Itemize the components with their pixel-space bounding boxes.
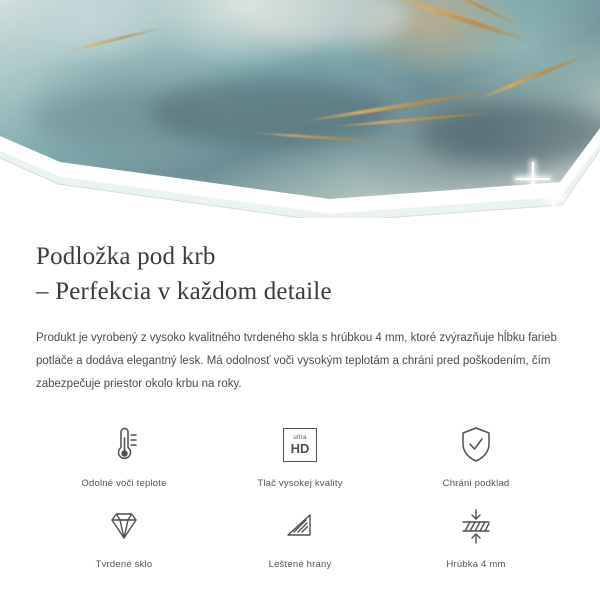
thickness-icon	[456, 503, 496, 549]
feature-label: Leštené hrany	[268, 559, 332, 570]
thermometer-icon	[107, 422, 141, 468]
polished-edges-icon	[280, 503, 320, 549]
feature-label: Odolné voči teplote	[81, 478, 167, 489]
ultra-hd-bottom-label: HD	[290, 441, 310, 456]
feature-item-polished-edges	[212, 503, 388, 570]
feature-item-thickness	[388, 503, 564, 570]
diamond-icon	[104, 503, 144, 549]
ultra-hd-top-label: ultra	[293, 435, 307, 441]
shield-check-icon	[458, 422, 494, 468]
feature-label: Hrúbka 4 mm	[446, 559, 506, 570]
marble-glass-panel-art	[0, 0, 600, 216]
feature-item-surface-protection	[388, 422, 564, 489]
description-paragraph: Produkt je vyrobený z vysoko kvalitného tvrdeného skla s hrúbkou 4 mm, ktoré zvýrazňuje hĺbku farieb potlače a dodáva elegantný lesk. Má odolnosť voči vysokým teplotám a chráni pred poškodením, čím zabezpečuje priestor okolo krbu na roky.	[36, 332, 557, 390]
content-area	[0, 240, 600, 570]
feature-grid	[36, 422, 564, 570]
ultra-hd-icon	[283, 422, 317, 468]
feature-label: Chráni podklad	[442, 478, 510, 489]
feature-item-tempered-glass	[36, 503, 212, 570]
feature-item-print-quality	[212, 422, 388, 489]
sparkle-icon	[544, 188, 564, 208]
feature-label: Tvrdené sklo	[95, 559, 153, 570]
page-title	[36, 240, 564, 309]
feature-item-temperature-resistant	[36, 422, 212, 489]
hero-image	[0, 0, 600, 218]
feature-label: Tlač vysokej kvality	[257, 478, 343, 489]
headline-line-2: – Perfekcia v každom detaile	[36, 277, 332, 305]
headline-line-1: Podložka pod krb	[36, 243, 216, 270]
